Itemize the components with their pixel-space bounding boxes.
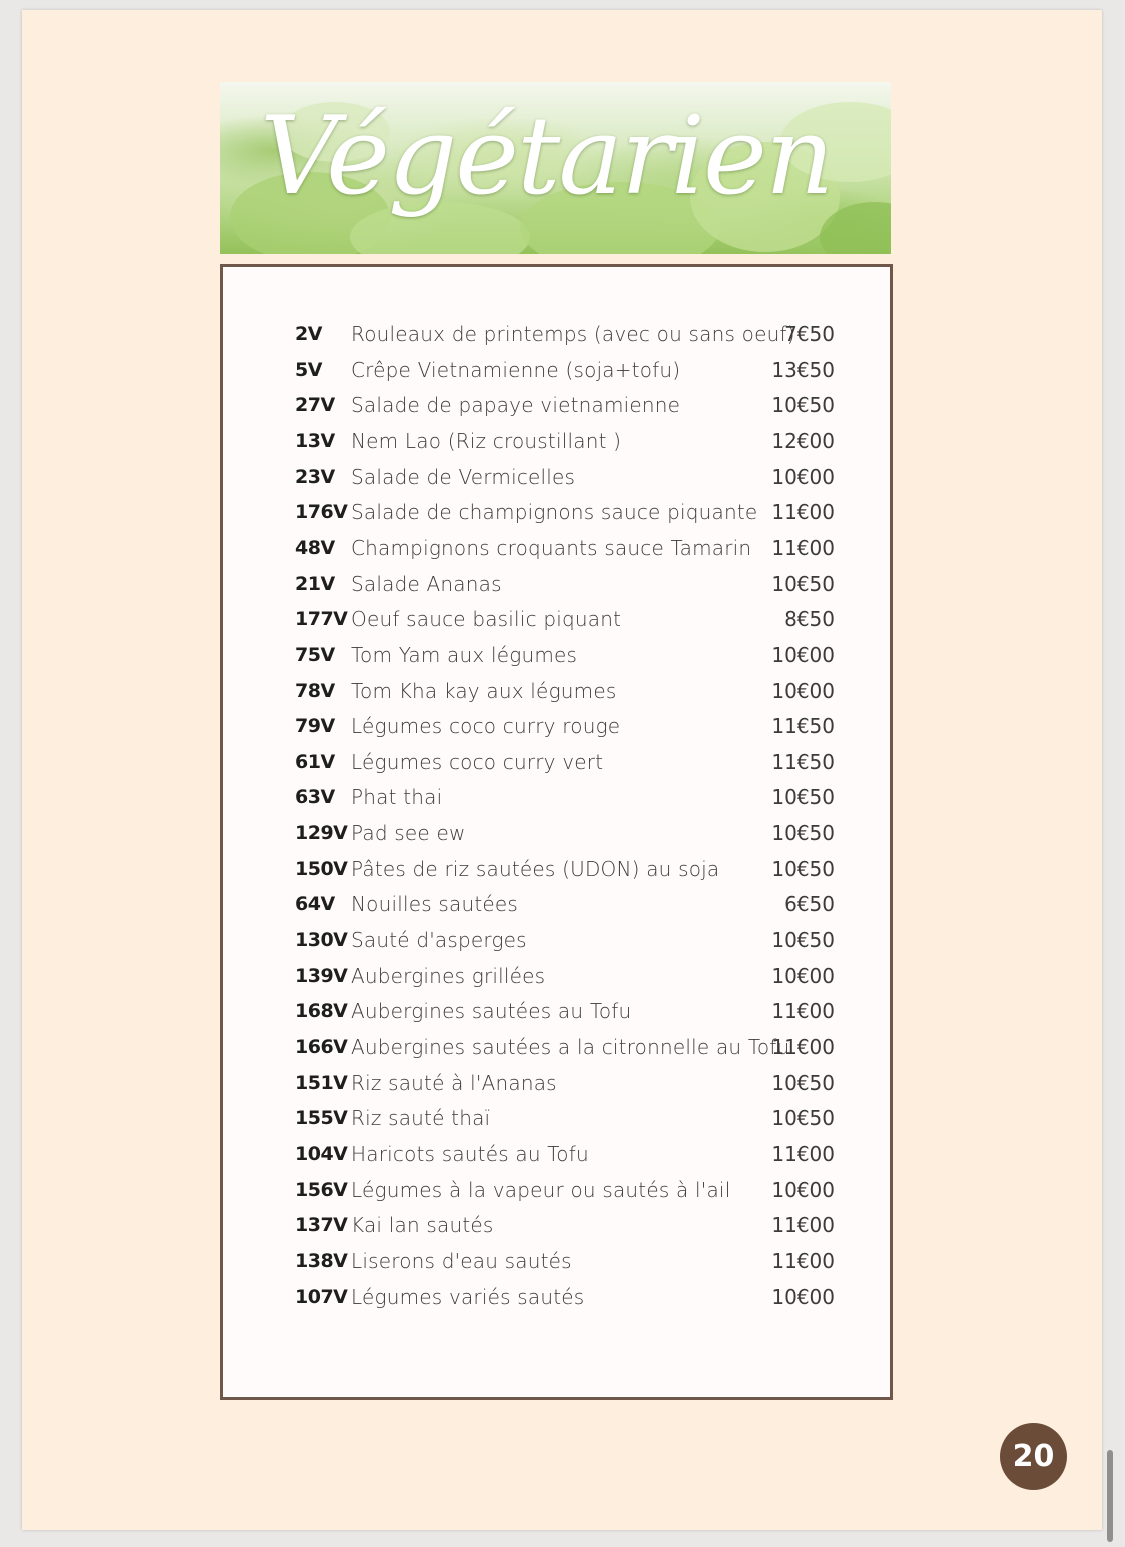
menu-item-code: 23V (295, 465, 335, 488)
menu-item-price: 10€00 (771, 963, 835, 988)
page-number-badge: 20 (1000, 1423, 1067, 1490)
menu-item-name: Aubergines grillées (351, 963, 546, 988)
menu-item-name: Rouleaux de printemps (avec ou sans oeuf) (351, 322, 795, 346)
menu-item (295, 1175, 835, 1205)
menu-item-code: 177V (295, 608, 348, 631)
menu-item-price: 10€00 (771, 1177, 835, 1202)
menu-item-name: Oeuf sauce basilic piquant (351, 607, 622, 632)
menu-item-price: 10€50 (771, 821, 835, 846)
menu-item-code: 48V (295, 536, 335, 559)
menu-item (295, 1139, 835, 1169)
menu-item-name: Pâtes de riz sautées (UDON) au soja (351, 856, 720, 881)
menu-item-price: 6€50 (784, 892, 835, 917)
menu-item (295, 961, 835, 991)
menu-item-price: 11€00 (771, 1248, 835, 1273)
menu-item-price: 10€00 (771, 464, 835, 489)
menu-item-name: Nouilles sautées (351, 892, 519, 917)
menu-item-name: Légumes coco curry vert (351, 749, 604, 774)
menu-item-name: Phat thai (351, 785, 443, 810)
menu-item-price: 10€50 (771, 1106, 835, 1131)
menu-list (220, 264, 893, 1400)
menu-item-name: Tom Kha kay aux légumes (351, 678, 617, 703)
menu-item-code: 176V (295, 501, 348, 524)
menu-item-price: 10€00 (771, 678, 835, 703)
menu-item-code: 104V (295, 1142, 348, 1165)
page-title: Végétarien (260, 94, 833, 219)
menu-item-name: Tom Yam aux légumes (351, 642, 578, 667)
menu-item (295, 747, 835, 777)
menu-item (295, 711, 835, 741)
menu-item (295, 640, 835, 670)
menu-item-name: Haricots sautés au Tofu (351, 1141, 589, 1166)
menu-item (295, 1282, 835, 1312)
menu-item-price: 10€50 (771, 1070, 835, 1095)
menu-item-code: 78V (295, 679, 335, 702)
menu-item-price: 11€00 (771, 500, 835, 525)
menu-item-price: 11€00 (771, 535, 835, 560)
menu-item (295, 1246, 835, 1276)
menu-item-name: Salade de Vermicelles (351, 464, 576, 489)
menu-item-code: 75V (295, 643, 335, 666)
menu-item-name: Nem Lao (Riz croustillant ) (351, 428, 622, 453)
menu-item (295, 676, 835, 706)
menu-item-price: 10€00 (771, 1284, 835, 1309)
menu-item-name: Salade Ananas (351, 571, 502, 596)
menu-item-name: Riz sauté thaï (351, 1106, 491, 1131)
menu-item-price: 11€00 (771, 1035, 835, 1059)
menu-item (295, 818, 835, 848)
menu-item (295, 1210, 835, 1240)
menu-item-price: 11€00 (771, 999, 835, 1024)
menu-item-name: Liserons d'eau sautés (351, 1248, 572, 1273)
menu-item-name: Crêpe Vietnamienne (soja+tofu) (351, 357, 681, 382)
menu-item-name: Salade de champignons sauce piquante (351, 500, 758, 525)
menu-item-price: 11€00 (771, 1141, 835, 1166)
scrollbar-thumb[interactable] (1107, 1450, 1113, 1542)
menu-item (295, 1068, 835, 1098)
menu-item (295, 782, 835, 812)
menu-item-code: 107V (295, 1285, 348, 1308)
menu-item-name: Kai lan sautés (351, 1213, 494, 1238)
menu-item-code: 61V (295, 750, 335, 773)
menu-item-code: 63V (295, 786, 335, 809)
menu-item-price: 10€50 (771, 785, 835, 810)
menu-item-code: 139V (295, 964, 348, 987)
menu-item (295, 497, 835, 527)
menu-item-price: 8€50 (784, 607, 835, 632)
menu-item (295, 533, 835, 563)
menu-page (22, 10, 1102, 1530)
menu-item-code: 64V (295, 893, 335, 916)
menu-item-name: Légumes à la vapeur ou sautés à l'ail (351, 1177, 731, 1202)
menu-item (295, 854, 835, 884)
menu-item-name: Légumes coco curry rouge (351, 714, 621, 739)
menu-item-code: 130V (295, 929, 348, 952)
menu-item-name: Aubergines sautées au Tofu (351, 999, 632, 1024)
menu-item-code: 166V (295, 1036, 348, 1058)
menu-item-price: 10€50 (771, 856, 835, 881)
menu-item-name: Champignons croquants sauce Tamarin (351, 535, 752, 560)
menu-item-code: 79V (295, 715, 335, 738)
banner-lettuce-image (220, 82, 891, 254)
menu-item-code: 2V (295, 323, 322, 345)
menu-item (295, 426, 835, 456)
menu-item-price: 11€50 (771, 714, 835, 739)
menu-item (295, 1032, 835, 1062)
menu-item-name: Salade de papaye vietnamienne (351, 393, 681, 418)
menu-item (295, 390, 835, 420)
menu-item-price: 12€00 (771, 428, 835, 453)
menu-item-code: 129V (295, 822, 348, 845)
menu-item-name: Légumes variés sautés (351, 1284, 585, 1309)
menu-item-price: 7€50 (784, 322, 835, 346)
menu-item-name: Pad see ew (351, 821, 466, 846)
menu-item (295, 604, 835, 634)
menu-item-price: 10€00 (771, 642, 835, 667)
menu-item (295, 925, 835, 955)
menu-item (295, 355, 835, 385)
menu-item (295, 1103, 835, 1133)
menu-item-code: 137V (295, 1214, 348, 1237)
menu-item-code: 156V (295, 1178, 348, 1201)
menu-item (295, 889, 835, 919)
menu-item-code: 150V (295, 857, 348, 880)
menu-item-price: 10€50 (771, 571, 835, 596)
menu-item-code: 168V (295, 1000, 348, 1023)
menu-item-price: 10€50 (771, 393, 835, 418)
menu-item (295, 569, 835, 599)
menu-item-code: 27V (295, 394, 335, 417)
menu-item-price: 10€50 (771, 928, 835, 953)
menu-item-code: 138V (295, 1249, 348, 1272)
menu-item (295, 996, 835, 1026)
menu-item-name: Aubergines sautées a la citronnelle au Tofu (351, 1035, 790, 1059)
menu-item-price: 13€50 (771, 357, 835, 382)
menu-item (295, 319, 835, 349)
menu-item (295, 462, 835, 492)
menu-item-code: 5V (295, 358, 322, 381)
menu-item-price: 11€00 (771, 1213, 835, 1238)
menu-item-code: 155V (295, 1107, 348, 1130)
menu-item-name: Sauté d'asperges (351, 928, 527, 953)
menu-item-price: 11€50 (771, 749, 835, 774)
menu-item-code: 21V (295, 572, 335, 595)
menu-item-name: Riz sauté à l'Ananas (351, 1070, 557, 1095)
menu-item-code: 151V (295, 1071, 348, 1094)
menu-item-code: 13V (295, 429, 335, 452)
